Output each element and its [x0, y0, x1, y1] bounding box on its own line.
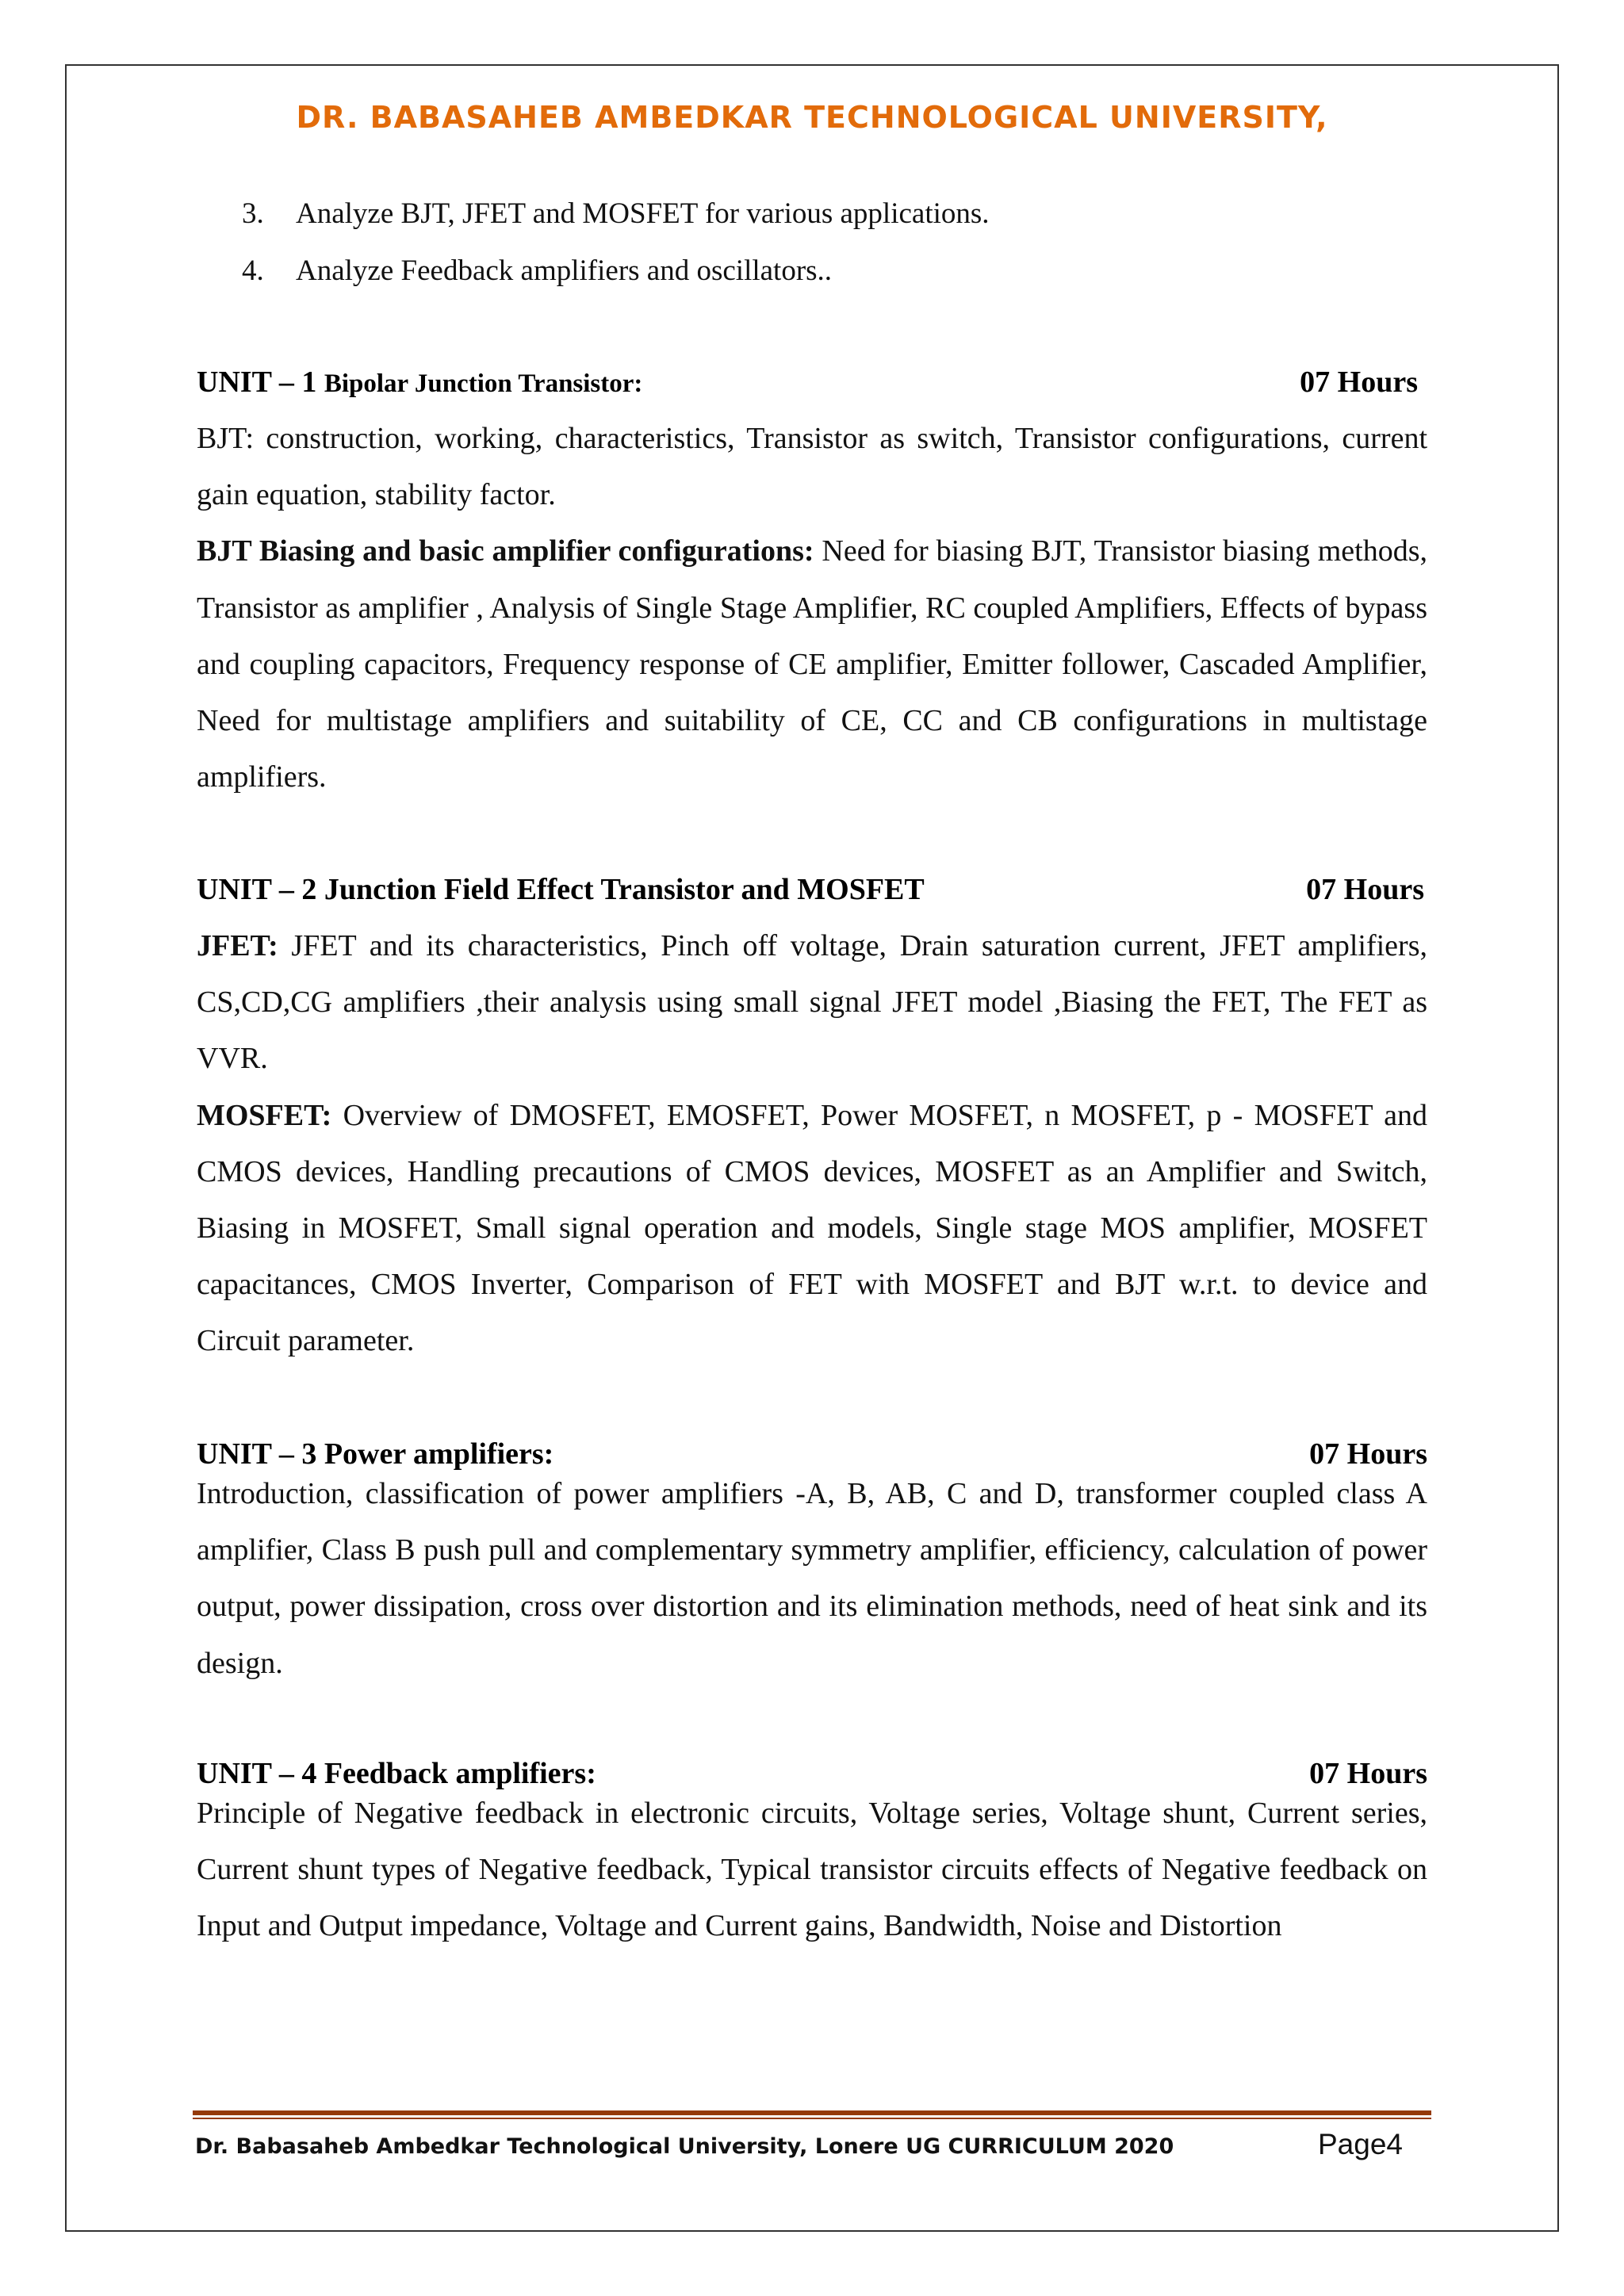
page-number: Page4	[1318, 2128, 1403, 2160]
unit-label: UNIT – 1	[197, 365, 324, 399]
paragraph-heading: MOSFET:	[197, 1098, 332, 1132]
paragraph: Introduction, classification of power amplifiers -A, B, AB, C and D, transformer coupled class A amplifier, Class B push pull and complementary symmetry amplifier, efficiency, calculation of power output, power dissipation, cross over distortion and its elimination methods, need of heat sink and its design.	[197, 1477, 1427, 1680]
footer-rule	[193, 2110, 1431, 2115]
unit-1-heading	[197, 365, 1427, 400]
unit-hours: 07 Hours	[1300, 365, 1418, 399]
unit-4-body	[197, 1785, 1427, 1955]
footer-rule-thin	[193, 2118, 1431, 2119]
unit-2-body	[197, 918, 1427, 1370]
list-number: 4.	[242, 254, 264, 287]
unit-hours: 07 Hours	[1309, 1757, 1427, 1790]
paragraph: BJT Biasing and basic amplifier configurations: Need for biasing BJT, Transistor biasing methods, Transistor as amplifier , Analysis of Single Stage Amplifier, RC coupled Amplifiers, Effects of bypass and coupling capacitors, Frequency response of CE amplifier, Emitter follower, Cascaded Amplifier, Need for multistage amplifiers and suitability of CE, CC and CB configurations in multistage amplifiers.	[197, 534, 1428, 794]
list-item	[242, 186, 1431, 243]
unit-title: Feedback amplifiers:	[324, 1757, 596, 1790]
unit-title: Power amplifiers:	[324, 1437, 554, 1471]
unit-title: Junction Field Effect Transistor and MOSFET	[324, 873, 925, 906]
paragraph: Principle of Negative feedback in electronic circuits, Voltage series, Voltage shunt, Current series, Current shunt types of Negative feedback, Typical transistor circuits effects of Negative feedback on Input and Output impedance, Voltage and Current gains, Bandwidth, Noise and Distortion	[197, 1797, 1427, 1943]
paragraph-heading: JFET:	[197, 929, 278, 962]
list-number: 3.	[242, 197, 264, 230]
list-text: Analyze Feedback amplifiers and oscillators..	[296, 254, 833, 287]
footer-text: Dr. Babasaheb Ambedkar Technological University, Lonere UG CURRICULUM 2020	[195, 2134, 1174, 2159]
unit-label: UNIT – 4	[197, 1757, 324, 1790]
unit-2-heading	[197, 872, 1427, 907]
unit-label: UNIT – 2	[197, 873, 324, 906]
paragraph: MOSFET: Overview of DMOSFET, EMOSFET, Power MOSFET, n MOSFET, p - MOSFET and CMOS devices, Handling precautions of CMOS devices, MOSFET as an Amplifier and Switch, Biasing in MOSFET, Small signal operation and models, Single stage MOS amplifier, MOSFET capacitances, CMOS Inverter, Comparison of FET with MOSFET and BJT w.r.t. to device and Circuit parameter.	[197, 1098, 1427, 1358]
unit-hours: 07 Hours	[1306, 873, 1424, 906]
list-text: Analyze BJT, JFET and MOSFET for various applications.	[296, 197, 990, 230]
paragraph: BJT: construction, working, characteristics, Transistor as switch, Transistor configurations, current gain equation, stability factor.	[197, 422, 1427, 512]
unit-label: UNIT – 3	[197, 1437, 324, 1471]
unit-3-body	[197, 1466, 1427, 1692]
unit-1-body	[197, 411, 1427, 806]
paragraph: JFET: JFET and its characteristics, Pinch off voltage, Drain saturation current, JFET amplifiers, CS,CD,CG amplifiers ,their analysis using small signal JFET model ,Biasing the FET, The FET as VVR.	[197, 929, 1427, 1076]
unit-title: Bipolar Junction Transistor:	[324, 369, 643, 398]
paragraph-heading: BJT Biasing and basic amplifier configurations:	[197, 534, 814, 568]
objectives-list	[242, 186, 1431, 300]
unit-hours: 07 Hours	[1309, 1437, 1427, 1471]
university-header: DR. BABASAHEB AMBEDKAR TECHNOLOGICAL UNIVERSITY,	[296, 100, 1328, 135]
list-item	[242, 243, 1431, 300]
